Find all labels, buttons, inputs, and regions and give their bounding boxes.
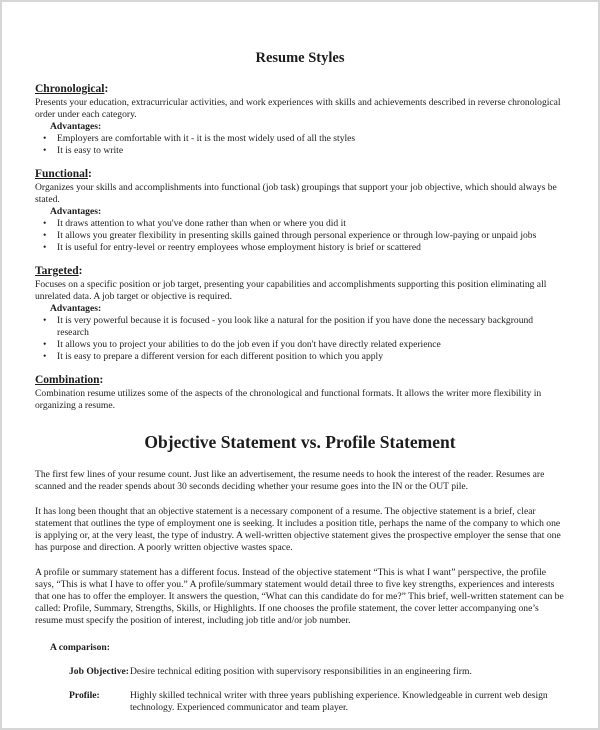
section-description: Organizes your skills and accomplishments into functional (job task) groupings that support your job objective, which should always be stated. xyxy=(35,182,557,205)
section-combination xyxy=(35,374,565,412)
page-title: Resume Styles xyxy=(255,50,345,66)
section-heading-word: Combination xyxy=(35,374,100,386)
section-targeted xyxy=(35,265,565,363)
comparison-text: Highly skilled technical writer with three years publishing experience. Knowledgeable in current web design technology. Experienced communicator and team player. xyxy=(130,690,548,713)
section-description: Combination resume utilizes some of the aspects of the chronological and functional formats. It allows the writer more flexibility in organizing a resume. xyxy=(35,388,542,411)
paragraph: It has long been thought that an objective statement is a necessary component of a resume. The objective statement is a brief, clear statement that outlines the type of employment one is seeking. It includes a position title, perhaps the name of the company to which one is applying or, at the very least, the type of industry. A well-written objective statement gives the prospective employer the sense that one has purpose and direction. A poorly written objective wastes space. xyxy=(35,506,561,553)
advantages-list xyxy=(35,218,565,254)
advantages-label: Advantages: xyxy=(50,206,102,217)
list-item: • It is easy to write xyxy=(35,145,565,157)
list-item: • It draws attention to what you've done rather than when or where you did it xyxy=(35,218,565,230)
section-heading-colon: : xyxy=(88,168,92,180)
document-content xyxy=(2,2,598,714)
section-heading-colon: : xyxy=(104,83,109,95)
section-heading-word: Targeted xyxy=(35,265,79,277)
section-chronological xyxy=(35,83,565,157)
section-heading xyxy=(35,83,565,95)
list-item: • It is useful for entry-level or reentry employees whose employment history is brief or scattered xyxy=(35,242,565,254)
section-description: Focuses on a specific position or job target, presenting your capabilities and accomplishments supporting this position eliminating all unrelated data. A job target or objective is required. xyxy=(35,279,547,302)
comparison-row-job-objective xyxy=(69,666,565,678)
comparison-term: Profile: xyxy=(69,690,100,701)
section-functional xyxy=(35,168,565,254)
comparison-label: A comparison: xyxy=(50,642,110,653)
section-heading xyxy=(35,374,565,386)
list-item: • It is easy to prepare a different version for each different position to which you apply xyxy=(35,351,565,363)
comparison-text: Desire technical editing position with supervisory responsibilities in an engineering firm. xyxy=(130,666,472,677)
list-item: • It allows you greater flexibility in presenting skills gained through personal experience or through low-paying or unpaid jobs xyxy=(35,230,565,242)
advantages-label: Advantages: xyxy=(50,303,102,314)
section-description: Presents your education, extracurricular activities, and work experiences with skills and achievements described in reverse chronological order under each category. xyxy=(35,97,561,120)
comparison-row-profile xyxy=(69,690,565,714)
list-item: • It is very powerful because it is focused - you look like a natural for the position if you have done the necessary background research xyxy=(35,315,565,339)
advantages-list xyxy=(35,133,565,157)
paragraph: The first few lines of your resume count. Just like an advertisement, the resume needs to hook the interest of the reader. Resumes are scanned and the reader spends about 30 seconds deciding whether your resume goes into the IN or the OUT pile. xyxy=(35,469,545,492)
list-item: • Employers are comfortable with it - it is the most widely used of all the styles xyxy=(35,133,565,145)
section-title-objective-vs-profile: Objective Statement vs. Profile Statement xyxy=(144,432,456,452)
paragraph: A profile or summary statement has a different focus. Instead of the objective statement “This is what I want” perspective, the profile says, “This is what I have to offer you.” A profile/summary statement would detail three to five key strengths, experiences and interests that one has to offer the employer. It answers the question, “What can this candidate do for me?” This brief, well-written statement can be called: Profile, Summary, Strengths, Skills, or Highlights. If one chooses the profile statement, the cover letter accompanying one’s resume must specify the position of interest, including job title and/or job number. xyxy=(35,567,564,626)
section-heading xyxy=(35,265,565,277)
section-heading-colon: : xyxy=(99,374,104,386)
section-heading-word: Functional xyxy=(35,168,89,180)
advantages-label: Advantages: xyxy=(50,121,102,132)
list-item: • It allows you to project your abilities to do the job even if you don't have directly related experience xyxy=(35,339,565,351)
advantages-list xyxy=(35,315,565,363)
section-heading-colon: : xyxy=(78,265,83,277)
section-heading-word: Chronological xyxy=(35,83,105,95)
section-heading xyxy=(35,168,565,180)
comparison-term: Job Objective: xyxy=(69,666,129,677)
